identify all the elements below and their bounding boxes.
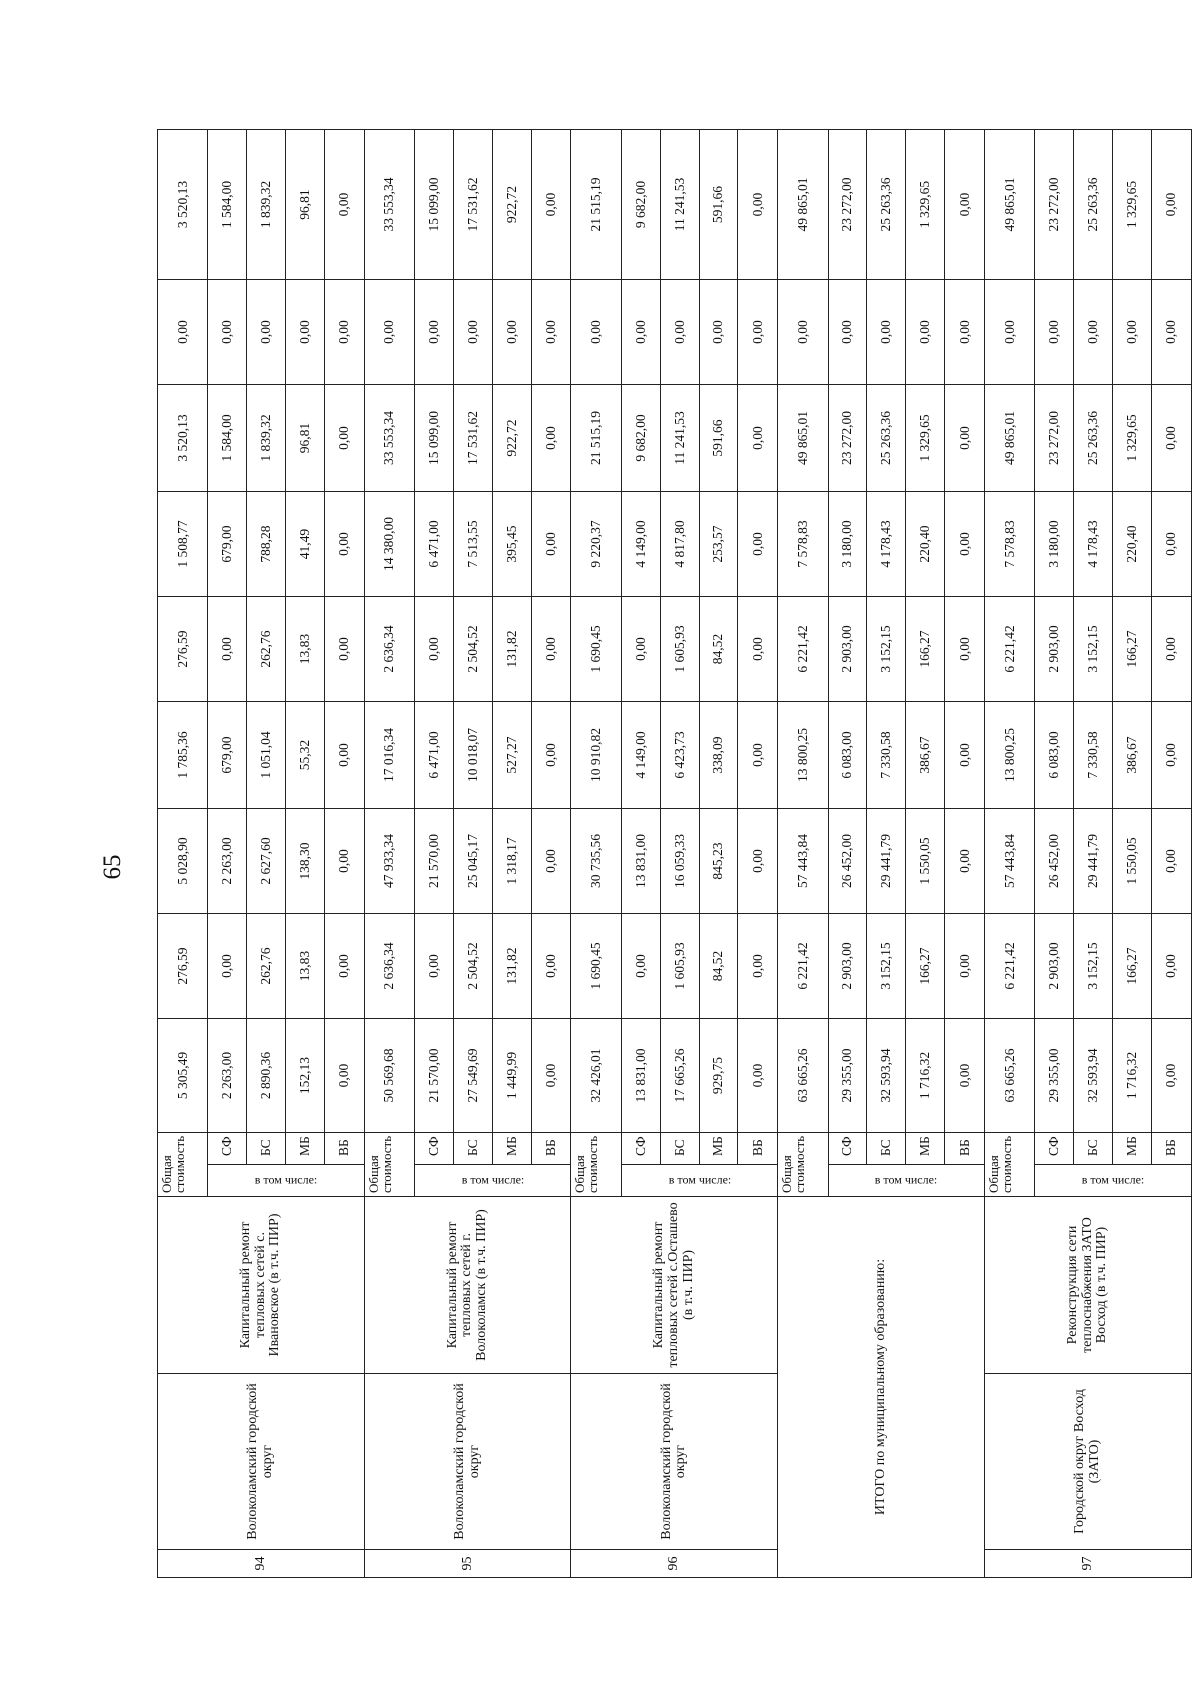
amount-cell: 17 016,34	[364, 702, 414, 809]
source-label: БС	[1074, 1133, 1113, 1165]
amount-cell: 1 550,05	[906, 809, 945, 914]
funding-table	[157, 129, 1192, 1578]
rotated-table-container	[157, 130, 1192, 1578]
amount-cell: 21 570,00	[415, 1019, 454, 1133]
amount-cell: 591,66	[699, 130, 738, 280]
block-total-row	[778, 130, 828, 1578]
amount-cell: 138,30	[286, 809, 325, 914]
amount-cell: 2 903,00	[1035, 597, 1074, 702]
amount-cell: 0,00	[208, 597, 247, 702]
amount-cell: 0,00	[621, 280, 660, 385]
amount-cell: 1 839,32	[247, 130, 286, 280]
amount-cell: 0,00	[945, 492, 985, 597]
amount-cell: 0,00	[738, 492, 778, 597]
amount-cell: 0,00	[324, 385, 364, 492]
amount-cell: 1 318,17	[492, 809, 531, 914]
block-total-row	[364, 130, 414, 1578]
amount-cell: 0,00	[531, 597, 571, 702]
amount-cell: 0,00	[286, 280, 325, 385]
amount-cell: 0,00	[778, 280, 828, 385]
amount-cell: 0,00	[699, 280, 738, 385]
amount-cell: 6 471,00	[415, 492, 454, 597]
source-label: СФ	[621, 1133, 660, 1165]
amount-cell: 13 831,00	[621, 809, 660, 914]
amount-cell: 0,00	[324, 492, 364, 597]
amount-cell: 13,83	[286, 914, 325, 1019]
amount-cell: 1 584,00	[208, 130, 247, 280]
amount-cell: 1 329,65	[906, 385, 945, 492]
amount-cell: 3 152,15	[1074, 597, 1113, 702]
amount-cell: 23 272,00	[1035, 385, 1074, 492]
amount-cell: 6 221,42	[984, 597, 1034, 702]
source-label: БС	[867, 1133, 906, 1165]
amount-cell: 0,00	[324, 280, 364, 385]
amount-cell: 0,00	[324, 1019, 364, 1133]
amount-cell: 0,00	[1035, 280, 1074, 385]
amount-cell: 2 903,00	[828, 597, 867, 702]
amount-cell: 338,09	[699, 702, 738, 809]
amount-cell: 0,00	[1151, 1019, 1191, 1133]
amount-cell: 33 553,34	[364, 130, 414, 280]
amount-cell: 0,00	[906, 280, 945, 385]
amount-cell: 4 178,43	[867, 492, 906, 597]
amount-cell: 55,32	[286, 702, 325, 809]
amount-cell: 2 890,36	[247, 1019, 286, 1133]
amount-cell: 262,76	[247, 914, 286, 1019]
amount-cell: 0,00	[415, 280, 454, 385]
amount-cell: 0,00	[158, 280, 208, 385]
source-label: МБ	[906, 1133, 945, 1165]
amount-cell: 0,00	[738, 385, 778, 492]
amount-cell: 0,00	[1151, 702, 1191, 809]
amount-cell: 166,27	[1112, 597, 1151, 702]
district-name: Волоколамский городской округ	[364, 1374, 571, 1550]
amount-cell: 6 471,00	[415, 702, 454, 809]
amount-cell: 16 059,33	[660, 809, 699, 914]
amount-cell: 6 423,73	[660, 702, 699, 809]
in-tom-chisle-text: в том числе:	[874, 1173, 938, 1187]
amount-cell: 0,00	[828, 280, 867, 385]
amount-cell: 0,00	[945, 280, 985, 385]
amount-cell: 922,72	[492, 385, 531, 492]
amount-cell: 5 028,90	[158, 809, 208, 914]
amount-cell: 32 593,94	[1074, 1019, 1113, 1133]
amount-cell: 0,00	[531, 492, 571, 597]
amount-cell: 26 452,00	[828, 809, 867, 914]
amount-cell: 0,00	[1151, 130, 1191, 280]
source-label: ВБ	[738, 1133, 778, 1165]
amount-cell: 2 903,00	[828, 914, 867, 1019]
source-label: ВБ	[1151, 1133, 1191, 1165]
amount-cell: 25 263,36	[867, 385, 906, 492]
amount-cell: 27 549,69	[453, 1019, 492, 1133]
amount-cell: 6 083,00	[1035, 702, 1074, 809]
district-name: Волоколамский городской округ	[158, 1374, 365, 1550]
amount-cell: 0,00	[415, 597, 454, 702]
amount-cell: 1 605,93	[660, 914, 699, 1019]
amount-cell: 0,00	[531, 702, 571, 809]
amount-cell: 1 329,65	[1112, 130, 1151, 280]
amount-cell: 96,81	[286, 130, 325, 280]
amount-cell: 0,00	[738, 809, 778, 914]
amount-cell: 84,52	[699, 914, 738, 1019]
amount-cell: 0,00	[1151, 385, 1191, 492]
total-cost-label: Общая стоимость	[158, 1133, 208, 1197]
amount-cell: 152,13	[286, 1019, 325, 1133]
amount-cell: 0,00	[324, 597, 364, 702]
source-label: БС	[453, 1133, 492, 1165]
amount-cell: 2 636,34	[364, 597, 414, 702]
amount-cell: 41,49	[286, 492, 325, 597]
amount-cell: 591,66	[699, 385, 738, 492]
amount-cell: 0,00	[415, 914, 454, 1019]
amount-cell: 7 330,58	[1074, 702, 1113, 809]
amount-cell: 5 305,49	[158, 1019, 208, 1133]
amount-cell: 0,00	[1151, 492, 1191, 597]
source-label: СФ	[1035, 1133, 1074, 1165]
amount-cell: 25 263,36	[1074, 385, 1113, 492]
amount-cell: 845,23	[699, 809, 738, 914]
amount-cell: 2 504,52	[453, 914, 492, 1019]
amount-cell: 1 690,45	[571, 914, 621, 1019]
amount-cell: 49 865,01	[984, 130, 1034, 280]
block-total-row	[984, 130, 1034, 1578]
amount-cell: 13 800,25	[984, 702, 1034, 809]
amount-cell: 0,00	[531, 809, 571, 914]
amount-cell: 50 569,68	[364, 1019, 414, 1133]
amount-cell: 0,00	[1151, 809, 1191, 914]
amount-cell: 1 839,32	[247, 385, 286, 492]
amount-cell: 166,27	[1112, 914, 1151, 1019]
amount-cell: 0,00	[1112, 280, 1151, 385]
source-label: ВБ	[945, 1133, 985, 1165]
in-tom-chisle-label	[621, 1165, 777, 1197]
amount-cell: 0,00	[364, 280, 414, 385]
amount-cell: 32 593,94	[867, 1019, 906, 1133]
amount-cell: 166,27	[906, 597, 945, 702]
amount-cell: 7 513,55	[453, 492, 492, 597]
amount-cell: 0,00	[945, 914, 985, 1019]
amount-cell: 21 570,00	[415, 809, 454, 914]
amount-cell: 3 152,15	[867, 914, 906, 1019]
amount-cell: 57 443,84	[778, 809, 828, 914]
amount-cell: 679,00	[208, 492, 247, 597]
in-tom-chisle-text: в том числе:	[668, 1173, 731, 1187]
amount-cell: 0,00	[208, 280, 247, 385]
amount-cell: 922,72	[492, 130, 531, 280]
amount-cell: 15 099,00	[415, 385, 454, 492]
amount-cell: 23 272,00	[828, 385, 867, 492]
in-tom-chisle-label	[1035, 1165, 1192, 1197]
amount-cell: 3 520,13	[158, 130, 208, 280]
amount-cell: 0,00	[208, 914, 247, 1019]
amount-cell: 253,57	[699, 492, 738, 597]
amount-cell: 0,00	[945, 385, 985, 492]
amount-cell: 17 531,62	[453, 130, 492, 280]
amount-cell: 2 636,34	[364, 914, 414, 1019]
amount-cell: 0,00	[531, 1019, 571, 1133]
amount-cell: 0,00	[531, 385, 571, 492]
amount-cell: 17 531,62	[453, 385, 492, 492]
amount-cell: 1 785,36	[158, 702, 208, 809]
amount-cell: 131,82	[492, 914, 531, 1019]
total-cost-label: Общая стоимость	[364, 1133, 414, 1197]
source-label: ВБ	[531, 1133, 571, 1165]
amount-cell: 0,00	[324, 702, 364, 809]
amount-cell: 2 903,00	[1035, 914, 1074, 1019]
amount-cell: 0,00	[571, 280, 621, 385]
amount-cell: 929,75	[699, 1019, 738, 1133]
amount-cell: 1 449,99	[492, 1019, 531, 1133]
amount-cell: 7 330,58	[867, 702, 906, 809]
amount-cell: 11 241,53	[660, 385, 699, 492]
source-label: МБ	[492, 1133, 531, 1165]
amount-cell: 13 831,00	[621, 1019, 660, 1133]
amount-cell: 395,45	[492, 492, 531, 597]
source-label: БС	[660, 1133, 699, 1165]
amount-cell: 0,00	[531, 130, 571, 280]
amount-cell: 0,00	[531, 280, 571, 385]
amount-cell: 0,00	[738, 914, 778, 1019]
amount-cell: 1 051,04	[247, 702, 286, 809]
amount-cell: 0,00	[738, 702, 778, 809]
amount-cell: 23 272,00	[1035, 130, 1074, 280]
amount-cell: 96,81	[286, 385, 325, 492]
amount-cell: 15 099,00	[415, 130, 454, 280]
amount-cell: 0,00	[1074, 280, 1113, 385]
amount-cell: 0,00	[945, 809, 985, 914]
amount-cell: 0,00	[945, 1019, 985, 1133]
amount-cell: 1 605,93	[660, 597, 699, 702]
amount-cell: 25 263,36	[1074, 130, 1113, 280]
amount-cell: 0,00	[1151, 280, 1191, 385]
amount-cell: 0,00	[867, 280, 906, 385]
amount-cell: 0,00	[324, 130, 364, 280]
amount-cell: 4 178,43	[1074, 492, 1113, 597]
amount-cell: 21 515,19	[571, 385, 621, 492]
amount-cell: 386,67	[1112, 702, 1151, 809]
amount-cell: 49 865,01	[778, 385, 828, 492]
amount-cell: 63 665,26	[984, 1019, 1034, 1133]
total-cost-label: Общая стоимость	[984, 1133, 1034, 1197]
amount-cell: 2 627,60	[247, 809, 286, 914]
in-tom-chisle-text: в том числе:	[1081, 1173, 1145, 1187]
amount-cell: 0,00	[945, 597, 985, 702]
amount-cell: 0,00	[1151, 597, 1191, 702]
row-number: 95	[364, 1550, 571, 1578]
amount-cell: 166,27	[906, 914, 945, 1019]
in-tom-chisle-text: в том числе:	[461, 1173, 525, 1187]
amount-cell: 1 508,77	[158, 492, 208, 597]
amount-cell: 6 221,42	[778, 597, 828, 702]
amount-cell: 2 263,00	[208, 1019, 247, 1133]
amount-cell: 527,27	[492, 702, 531, 809]
amount-cell: 30 735,56	[571, 809, 621, 914]
amount-cell: 23 272,00	[828, 130, 867, 280]
row-number: 96	[571, 1550, 778, 1578]
amount-cell: 679,00	[208, 702, 247, 809]
amount-cell: 25 045,17	[453, 809, 492, 914]
amount-cell: 220,40	[1112, 492, 1151, 597]
in-tom-chisle-label	[828, 1165, 984, 1197]
amount-cell: 0,00	[945, 702, 985, 809]
amount-cell: 0,00	[453, 280, 492, 385]
in-tom-chisle-label	[415, 1165, 571, 1197]
amount-cell: 1 716,32	[906, 1019, 945, 1133]
total-cost-label: Общая стоимость	[571, 1133, 621, 1197]
amount-cell: 276,59	[158, 597, 208, 702]
amount-cell: 47 933,34	[364, 809, 414, 914]
amount-cell: 21 515,19	[571, 130, 621, 280]
amount-cell: 0,00	[621, 597, 660, 702]
amount-cell: 32 426,01	[571, 1019, 621, 1133]
amount-cell: 3 180,00	[1035, 492, 1074, 597]
total-cost-label: Общая стоимость	[778, 1133, 828, 1197]
object-name: Капитальный ремонт тепловых сетей с. Ивановское (в т.ч. ПИР)	[158, 1197, 365, 1374]
amount-cell: 9 682,00	[621, 130, 660, 280]
amount-cell: 386,67	[906, 702, 945, 809]
amount-cell: 13,83	[286, 597, 325, 702]
amount-cell: 3 152,15	[867, 597, 906, 702]
block-total-row	[158, 130, 208, 1578]
amount-cell: 1 329,65	[1112, 385, 1151, 492]
amount-cell: 33 553,34	[364, 385, 414, 492]
amount-cell: 0,00	[738, 597, 778, 702]
table-body	[158, 130, 1192, 1578]
in-tom-chisle-text: в том числе:	[254, 1173, 318, 1187]
block-total-row	[571, 130, 621, 1578]
object-name: Капитальный ремонт тепловых сетей с.Осташево (в т.ч. ПИР)	[571, 1197, 778, 1374]
amount-cell: 1 550,05	[1112, 809, 1151, 914]
amount-cell: 788,28	[247, 492, 286, 597]
amount-cell: 1 690,45	[571, 597, 621, 702]
object-name: Реконструкция сети теплоснабжения ЗАТО Восход (в т.ч. ПИР)	[984, 1197, 1191, 1374]
row-number: 97	[984, 1550, 1191, 1578]
row-number: 94	[158, 1550, 365, 1578]
page-number: 65	[99, 854, 126, 880]
amount-cell: 1 584,00	[208, 385, 247, 492]
source-label: СФ	[208, 1133, 247, 1165]
amount-cell: 29 441,79	[1074, 809, 1113, 914]
object-name: Капитальный ремонт тепловых сетей г. Волоколамск (в т.ч. ПИР)	[364, 1197, 571, 1374]
amount-cell: 0,00	[324, 914, 364, 1019]
amount-cell: 6 083,00	[828, 702, 867, 809]
amount-cell: 14 380,00	[364, 492, 414, 597]
amount-cell: 1 716,32	[1112, 1019, 1151, 1133]
source-label: СФ	[828, 1133, 867, 1165]
district-name: Волоколамский городской округ	[571, 1374, 778, 1550]
source-label: СФ	[415, 1133, 454, 1165]
amount-cell: 29 355,00	[828, 1019, 867, 1133]
amount-cell: 29 355,00	[1035, 1019, 1074, 1133]
amount-cell: 276,59	[158, 914, 208, 1019]
amount-cell: 10 910,82	[571, 702, 621, 809]
source-label: МБ	[1112, 1133, 1151, 1165]
amount-cell: 49 865,01	[778, 130, 828, 280]
amount-cell: 2 504,52	[453, 597, 492, 702]
amount-cell: 9 220,37	[571, 492, 621, 597]
amount-cell: 17 665,26	[660, 1019, 699, 1133]
amount-cell: 0,00	[660, 280, 699, 385]
amount-cell: 7 578,83	[778, 492, 828, 597]
amount-cell: 13 800,25	[778, 702, 828, 809]
amount-cell: 0,00	[945, 130, 985, 280]
amount-cell: 262,76	[247, 597, 286, 702]
amount-cell: 63 665,26	[778, 1019, 828, 1133]
source-label: ВБ	[324, 1133, 364, 1165]
amount-cell: 220,40	[906, 492, 945, 597]
amount-cell: 9 682,00	[621, 385, 660, 492]
source-label: БС	[247, 1133, 286, 1165]
amount-cell: 0,00	[1151, 914, 1191, 1019]
amount-cell: 131,82	[492, 597, 531, 702]
amount-cell: 0,00	[984, 280, 1034, 385]
amount-cell: 1 329,65	[906, 130, 945, 280]
amount-cell: 6 221,42	[778, 914, 828, 1019]
amount-cell: 57 443,84	[984, 809, 1034, 914]
amount-cell: 10 018,07	[453, 702, 492, 809]
amount-cell: 4 817,80	[660, 492, 699, 597]
amount-cell: 0,00	[492, 280, 531, 385]
district-name: Городской округ Восход (ЗАТО)	[984, 1374, 1191, 1550]
amount-cell: 0,00	[324, 809, 364, 914]
amount-cell: 6 221,42	[984, 914, 1034, 1019]
amount-cell: 0,00	[621, 914, 660, 1019]
amount-cell: 4 149,00	[621, 492, 660, 597]
amount-cell: 2 263,00	[208, 809, 247, 914]
amount-cell: 3 180,00	[828, 492, 867, 597]
amount-cell: 0,00	[738, 130, 778, 280]
amount-cell: 11 241,53	[660, 130, 699, 280]
in-tom-chisle-label	[208, 1165, 364, 1197]
amount-cell: 7 578,83	[984, 492, 1034, 597]
amount-cell: 0,00	[738, 1019, 778, 1133]
source-label: МБ	[286, 1133, 325, 1165]
itogo-label: ИТОГО по муниципальному образованию:	[778, 1197, 985, 1578]
amount-cell: 0,00	[738, 280, 778, 385]
amount-cell: 49 865,01	[984, 385, 1034, 492]
amount-cell: 0,00	[247, 280, 286, 385]
source-label: МБ	[699, 1133, 738, 1165]
amount-cell: 25 263,36	[867, 130, 906, 280]
amount-cell: 4 149,00	[621, 702, 660, 809]
amount-cell: 29 441,79	[867, 809, 906, 914]
amount-cell: 84,52	[699, 597, 738, 702]
amount-cell: 3 152,15	[1074, 914, 1113, 1019]
amount-cell: 26 452,00	[1035, 809, 1074, 914]
amount-cell: 0,00	[531, 914, 571, 1019]
amount-cell: 3 520,13	[158, 385, 208, 492]
